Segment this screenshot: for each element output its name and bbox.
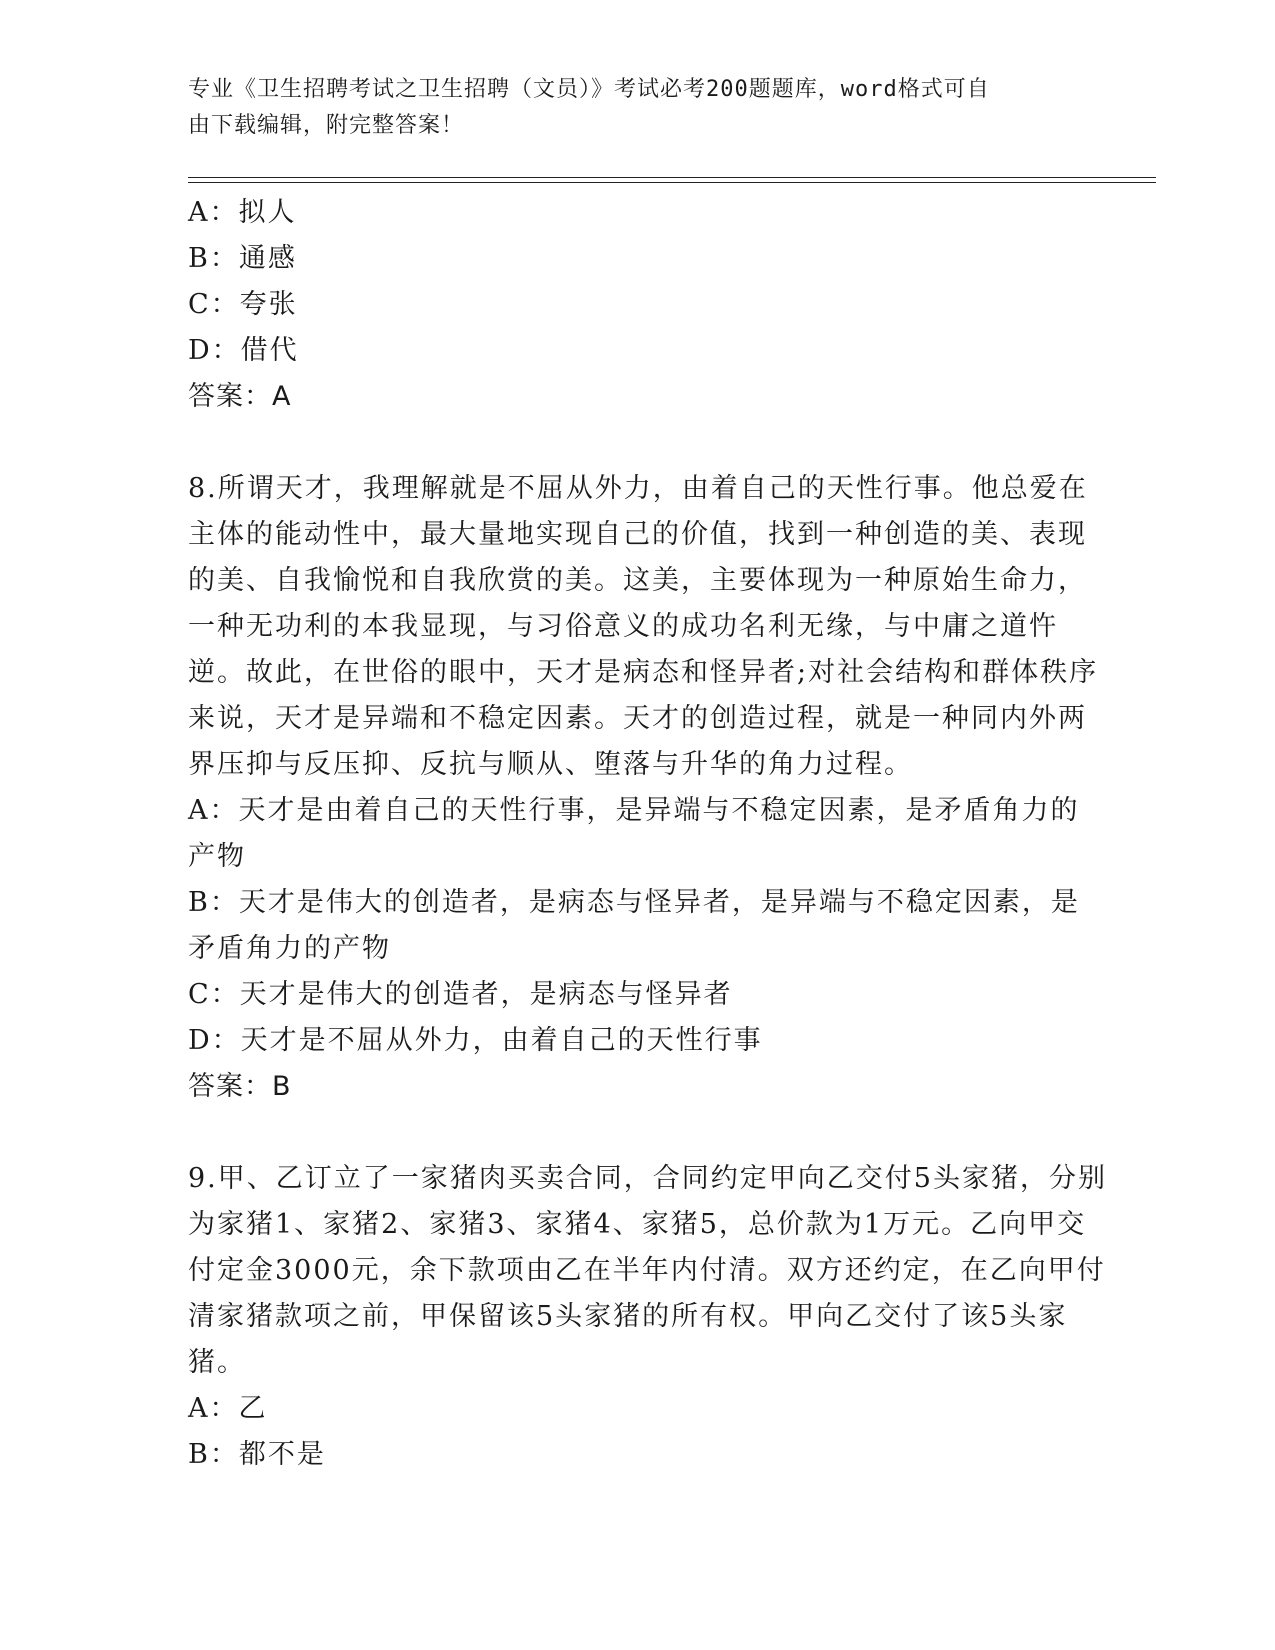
header-divider-top [188,177,1156,178]
q8-option-a: A：天才是由着自己的天性行事，是异端与不稳定因素，是矛盾角力的产物 [188,795,1080,872]
q7-option-a: A：拟人 [188,197,297,228]
q9-option-a: A：乙 [188,1393,268,1424]
q7-option-d: D：借代 [188,335,299,366]
q8-option-b: B：天才是伟大的创造者，是病态与怪异者，是异端与不稳定因素，是矛盾角力的产物 [188,887,1080,964]
q7-answer: 答案：A [188,381,292,412]
q7-option-b: B：通感 [188,243,297,274]
q8-option-c: C：天才是伟大的创造者，是病态与怪异者 [188,979,733,1010]
q9-option-b: B：都不是 [188,1439,326,1470]
q8-option-d: D：天才是不屈从外力，由着自己的天性行事 [188,1025,763,1056]
document-header [188,72,1068,144]
question-9 [188,1156,1108,1478]
header-line-2: 由下载编辑，附完整答案！ [188,113,465,138]
q8-answer: 答案：B [188,1071,292,1102]
question-7 [188,190,1108,420]
spacer [188,420,1108,466]
header-line-1: 专业《卫生招聘考试之卫生招聘（文员）》考试必考200题题库，word格式可自 [188,77,990,102]
document-body [188,190,1108,1478]
q7-option-c: C：夸张 [188,289,298,320]
header-divider-bottom [188,182,1156,183]
q9-text: 9.甲、乙订立了一家猪肉买卖合同，合同约定甲向乙交付5头家猪，分别为家猪1、家猪2、家猪3、家猪4、家猪5，总价款为1万元。乙向甲交付定金3000元，余下款项由乙在半年内付清。双方还约定，在乙向甲付清家猪款项之前，甲保留该5头家猪的所有权。甲向乙交付了该5头家猪。 [188,1163,1107,1378]
spacer [188,1110,1108,1156]
q8-text: 8.所谓天才，我理解就是不屈从外力，由着自己的天性行事。他总爱在主体的能动性中，最大量地实现自己的价值，找到一种创造的美、表现的美、自我愉悦和自我欣赏的美。这美，主要体现为一种原始生命力，一种无功利的本我显现，与习俗意义的成功名利无缘，与中庸之道忤逆。故此，在世俗的眼中，天才是病态和怪异者;对社会结构和群体秩序来说，天才是异端和不稳定因素。天才的创造过程，就是一种同内外两界压抑与反压抑、反抗与顺从、堕落与升华的角力过程。 [188,473,1099,780]
question-8 [188,466,1108,1110]
